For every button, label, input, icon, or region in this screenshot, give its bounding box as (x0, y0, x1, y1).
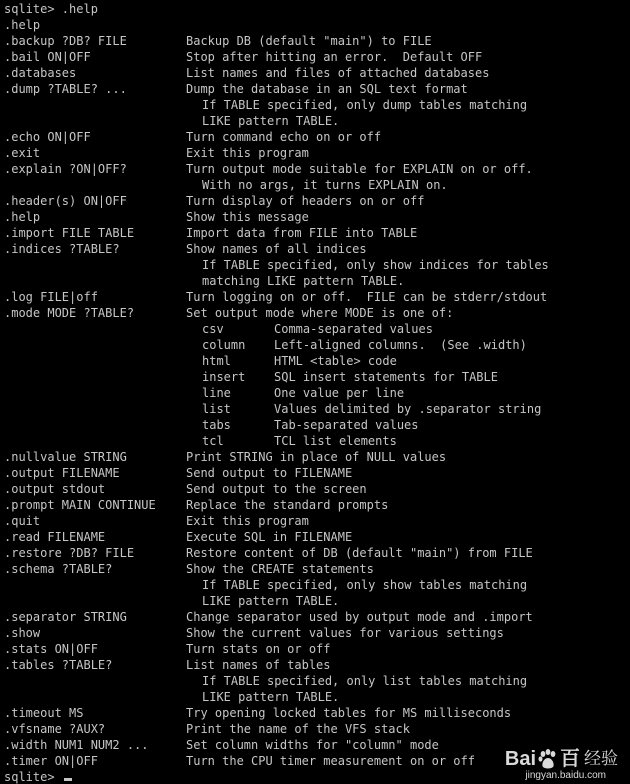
command-name: .mode MODE ?TABLE? (4, 306, 135, 320)
help-line (4, 241, 630, 257)
command-name: .read FILENAME (4, 530, 106, 544)
command-name: .bail ON|OFF (4, 50, 91, 64)
command-name: .separator STRING (4, 610, 127, 624)
help-line (4, 609, 630, 625)
command-description: Print the name of the VFS stack (186, 722, 410, 736)
command-description: Restore content of DB (default "main") from FILE (186, 546, 533, 560)
command-name: .nullvalue STRING (4, 450, 127, 464)
mode-name: html (202, 354, 231, 368)
command-description-continued: LIKE pattern TABLE. (202, 594, 340, 608)
mode-description: One value per line (274, 386, 405, 400)
command-name: .dump ?TABLE? ... (4, 82, 127, 96)
help-continuation-line (4, 273, 630, 289)
command-name: .restore ?DB? FILE (4, 546, 135, 560)
help-line (4, 129, 630, 145)
mode-option-line (4, 385, 630, 401)
command-name: .output stdout (4, 482, 106, 496)
command-description: Dump the database in an SQL text format (186, 82, 468, 96)
command-name: .quit (4, 514, 41, 528)
help-continuation-line (4, 593, 630, 609)
mode-option-line (4, 401, 630, 417)
help-line (4, 161, 630, 177)
help-line (4, 657, 630, 673)
mode-description: SQL insert statements for TABLE (274, 370, 498, 384)
command-description: Show this message (186, 210, 309, 224)
baidu-logo-right: 百 (560, 748, 580, 770)
command-description: Execute SQL in FILENAME (186, 530, 353, 544)
command-description: Import data from FILE into TABLE (186, 226, 418, 240)
command-name: .import FILE TABLE (4, 226, 135, 240)
watermark (505, 748, 618, 770)
command-name: .help (4, 18, 41, 32)
help-line (4, 33, 630, 49)
command-description: Turn the CPU timer measurement on or off (186, 754, 475, 768)
help-line (4, 17, 630, 33)
command-description: List names and files of attached databases (186, 66, 490, 80)
command-name: .header(s) ON|OFF (4, 194, 127, 208)
command-name: .explain ?ON|OFF? (4, 162, 127, 176)
mode-description: Comma-separated values (274, 322, 433, 336)
mode-option-line (4, 433, 630, 449)
help-line (4, 497, 630, 513)
help-line (4, 305, 630, 321)
command-description: Backup DB (default "main") to FILE (186, 34, 432, 48)
command-description: Change separator used by output mode and .import (186, 610, 533, 624)
text-cursor (64, 778, 72, 781)
command-description-continued: If TABLE specified, only show tables matching (202, 578, 528, 592)
mode-description: TCL list elements (274, 434, 397, 448)
command-description: Exit this program (186, 514, 309, 528)
command-name: .databases (4, 66, 77, 80)
command-description-continued: If TABLE specified, only show indices for tables (202, 258, 549, 272)
mode-name: csv (202, 322, 224, 336)
help-line (4, 145, 630, 161)
mode-name: tabs (202, 418, 231, 432)
command-name: .timeout MS (4, 706, 84, 720)
help-line (4, 481, 630, 497)
command-description-continued: If TABLE specified, only dump tables matching (202, 98, 528, 112)
help-output (4, 17, 630, 769)
command-description: Show names of all indices (186, 242, 367, 256)
mode-name: tcl (202, 434, 224, 448)
command-description: Set output mode where MODE is one of: (186, 306, 454, 320)
mode-description: Left-aligned columns. (See .width) (274, 338, 527, 352)
help-line (4, 529, 630, 545)
help-continuation-line (4, 113, 630, 129)
mode-name: line (202, 386, 231, 400)
help-continuation-line (4, 257, 630, 273)
help-line (4, 289, 630, 305)
help-line (4, 465, 630, 481)
help-continuation-line (4, 177, 630, 193)
mode-option-line (4, 337, 630, 353)
prompt-text: sqlite> (4, 770, 62, 784)
help-line (4, 209, 630, 225)
mode-option-line (4, 417, 630, 433)
help-line (4, 449, 630, 465)
command-description-continued: matching LIKE pattern TABLE. (202, 274, 405, 288)
help-continuation-line (4, 577, 630, 593)
mode-option-line (4, 353, 630, 369)
command-name: .stats ON|OFF (4, 642, 98, 656)
help-continuation-line (4, 689, 630, 705)
command-description: Show the current values for various settings (186, 626, 504, 640)
command-name: .backup ?DB? FILE (4, 34, 127, 48)
mode-option-line (4, 321, 630, 337)
command-description-continued: LIKE pattern TABLE. (202, 114, 340, 128)
command-description-continued: LIKE pattern TABLE. (202, 690, 340, 704)
help-continuation-line (4, 673, 630, 689)
help-line (4, 65, 630, 81)
command-description: Replace the standard prompts (186, 498, 389, 512)
command-name: .schema ?TABLE? (4, 562, 113, 576)
command-name: .tables ?TABLE? (4, 658, 113, 672)
help-line (4, 193, 630, 209)
help-line (4, 721, 630, 737)
help-line (4, 49, 630, 65)
help-line (4, 561, 630, 577)
command-description: Stop after hitting an error. Default OFF (186, 50, 483, 64)
command-name: .indices ?TABLE? (4, 242, 120, 256)
command-name: .prompt MAIN CONTINUE (4, 498, 156, 512)
watermark-url: jingyan.baidu.com (525, 770, 606, 781)
help-line (4, 81, 630, 97)
command-name: .vfsname ?AUX? (4, 722, 106, 736)
jingyan-label: 经验 (584, 749, 618, 768)
command-description: Show the CREATE statements (186, 562, 374, 576)
command-description: Turn logging on or off. FILE can be stderr/stdout (186, 290, 548, 304)
command-description: Print STRING in place of NULL values (186, 450, 447, 464)
command-description: List names of tables (186, 658, 331, 672)
mode-description: Tab-separated values (274, 418, 419, 432)
command-description-continued: With no args, it turns EXPLAIN on. (202, 178, 448, 192)
command-description: Turn stats on or off (186, 642, 331, 656)
command-description: Send output to FILENAME (186, 466, 353, 480)
baidu-logo (505, 748, 580, 770)
help-line (4, 705, 630, 721)
mode-name: insert (202, 370, 246, 384)
command-description: Try opening locked tables for MS milliseconds (186, 706, 512, 720)
help-line (4, 641, 630, 657)
mode-description: HTML <table> code (274, 354, 397, 368)
help-line (4, 225, 630, 241)
command-description: Set column widths for "column" mode (186, 738, 439, 752)
command-name: .echo ON|OFF (4, 130, 91, 144)
help-line (4, 625, 630, 641)
command-description: Turn output mode suitable for EXPLAIN on or off. (186, 162, 533, 176)
command-description-continued: If TABLE specified, only list tables matching (202, 674, 528, 688)
prompt-line: sqlite> .help (4, 2, 98, 16)
command-name: .output FILENAME (4, 466, 120, 480)
baidu-logo-left: Bai (504, 748, 536, 770)
command-description: Exit this program (186, 146, 309, 160)
command-name: .help (4, 210, 41, 224)
mode-name: list (202, 402, 231, 416)
help-continuation-line (4, 97, 630, 113)
mode-option-line (4, 369, 630, 385)
baidu-paw-icon (537, 748, 559, 770)
command-description: Turn display of headers on or off (186, 194, 425, 208)
mode-description: Values delimited by .separator string (274, 402, 542, 416)
command-name: .log FILE|off (4, 290, 98, 304)
mode-name: column (202, 338, 246, 352)
help-line (4, 545, 630, 561)
command-description: Send output to the screen (186, 482, 367, 496)
command-name: .width NUM1 NUM2 ... (4, 738, 149, 752)
command-description: Turn command echo on or off (186, 130, 382, 144)
help-line (4, 513, 630, 529)
command-name: .show (4, 626, 41, 640)
command-name: .timer ON|OFF (4, 754, 98, 768)
command-name: .exit (4, 146, 41, 160)
